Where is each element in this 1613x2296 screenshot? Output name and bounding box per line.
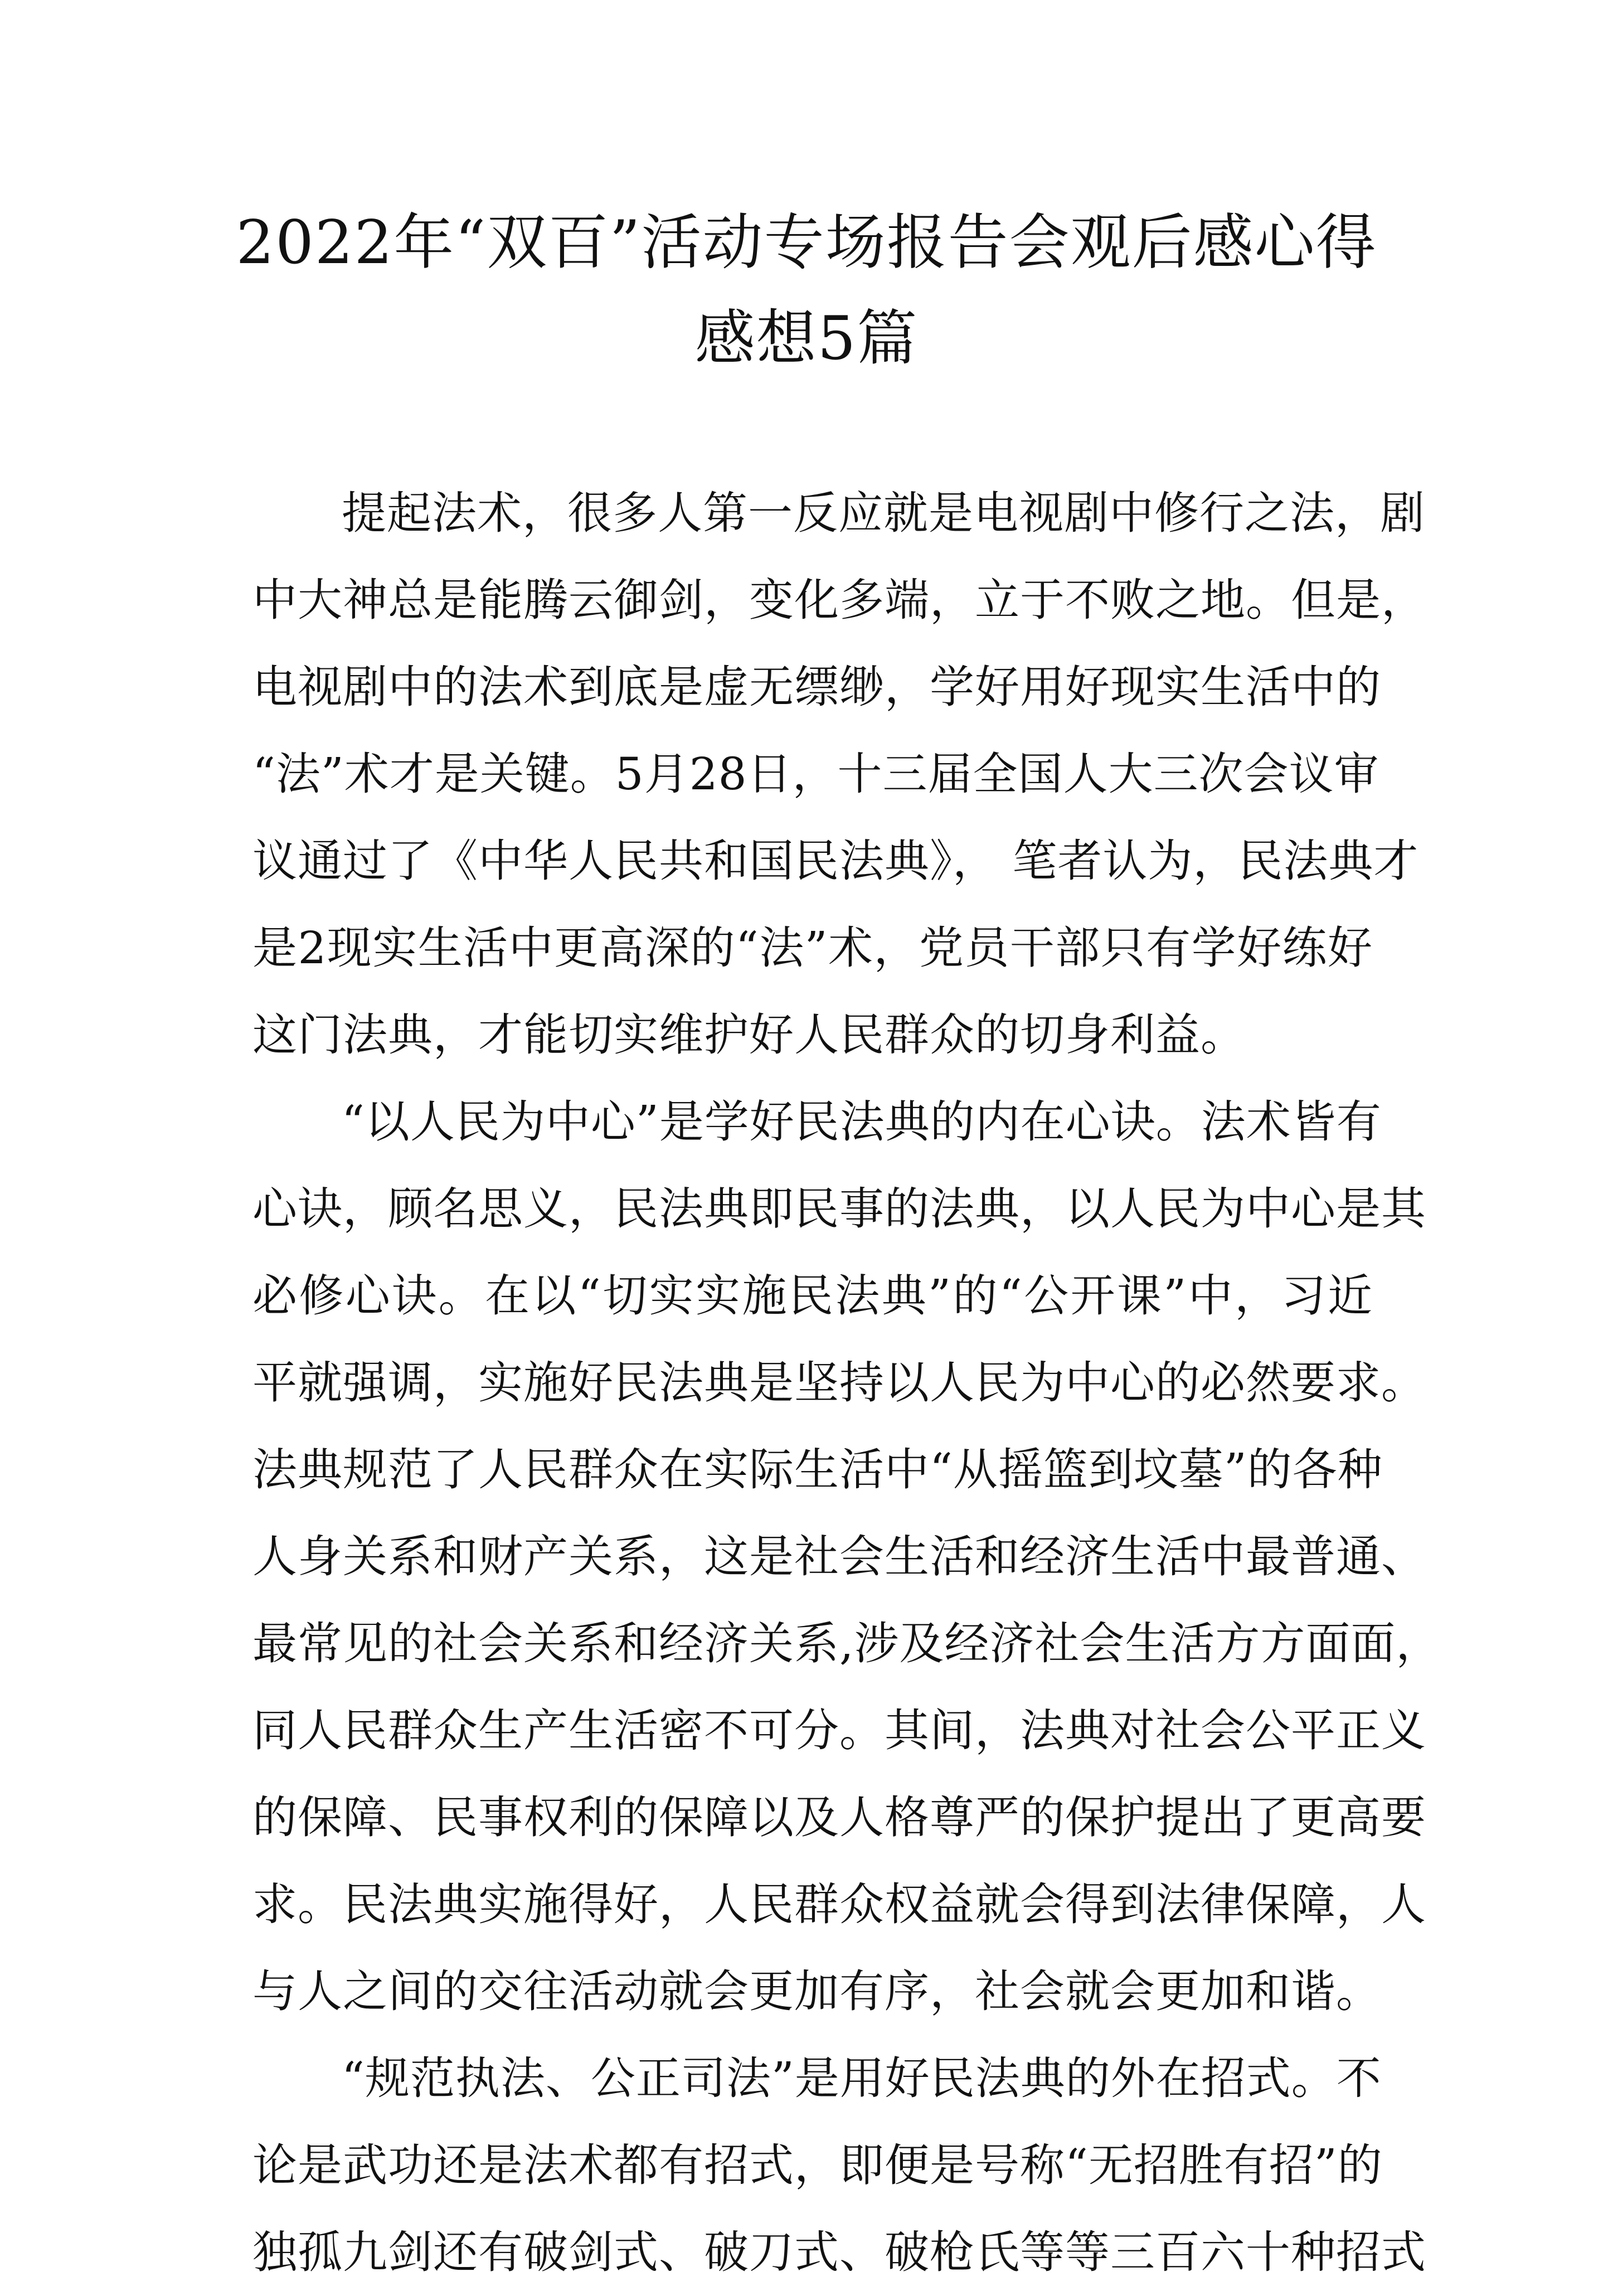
paragraph-2-line-3: 必修心诀。在以“切实实施民法典”的“公开课”中，习近 [252, 1270, 1373, 1322]
document-body [252, 470, 1441, 2296]
paragraph-2-line-1: “以人民为中心”是学好民法典的内在心诀。法术皆有 [342, 1096, 1382, 1148]
paragraph-3-line-3: 独孤九剑还有破剑式、破刀式、破枪氏等等三百六十种招式 [252, 2226, 1426, 2278]
paragraph-1-line-6: 是2现实生活中更高深的“法”术，党员干部只有学好练好 [252, 922, 1373, 974]
document-title [223, 195, 1390, 387]
paragraph-2-line-8: 同人民群众生产生活密不可分。其间，法典对社会公平正义 [252, 1705, 1426, 1756]
paragraph-2-line-2: 心诀，顾名思义，民法典即民事的法典，以人民为中心是其 [252, 1183, 1426, 1235]
paragraph-2-line-11: 与人之间的交往活动就会更加有序，社会就会更加和谐。 [252, 1965, 1381, 2017]
paragraph-1-line-2: 中大神总是能腾云御剑，变化多端，立于不败之地。但是， [252, 574, 1426, 626]
paragraph-2-line-5: 法典规范了人民群众在实际生活中“从摇篮到坟墓”的各种 [252, 1444, 1383, 1496]
paragraph-2-line-6: 人身关系和财产关系，这是社会生活和经济生活中最普通、 [252, 1531, 1426, 1583]
paragraph-1-line-7: 这门法典，才能切实维护好人民群众的切身利益。 [252, 1009, 1246, 1061]
title-line-1: 2022年“双百”活动专场报告会观后感心得 [236, 208, 1377, 278]
paragraph-3-line-1: “规范执法、公正司法”是用好民法典的外在招式。不 [342, 2052, 1382, 2104]
paragraph-1-line-4: “法”术才是关键。5月28日，十三届全国人大三次会议审 [252, 748, 1379, 800]
paragraph-1-line-5: 议通过了《中华人民共和国民法典》， 笔者认为，民法典才 [252, 835, 1419, 887]
paragraph-2-line-7: 最常见的社会关系和经济关系,涉及经济社会生活方方面面， [252, 1618, 1441, 1669]
paragraph-1-line-3: 电视剧中的法术到底是虚无缥缈，学好用好现实生活中的 [252, 661, 1381, 713]
paragraph-2-line-9: 的保障、民事权利的保障以及人格尊严的保护提出了更高要 [252, 1792, 1426, 1843]
title-line-2: 感想5篇 [694, 304, 919, 373]
paragraph-3-line-2: 论是武功还是法术都有招式，即便是号称“无招胜有招”的 [252, 2139, 1383, 2191]
paragraph-2-line-10: 求。民法典实施得好，人民群众权益就会得到法律保障，人 [252, 1878, 1426, 1930]
paragraph-2-line-4: 平就强调，实施好民法典是坚持以人民为中心的必然要求。 [252, 1357, 1426, 1409]
paragraph-1-line-1: 提起法术，很多人第一反应就是电视剧中修行之法，剧 [342, 487, 1425, 539]
